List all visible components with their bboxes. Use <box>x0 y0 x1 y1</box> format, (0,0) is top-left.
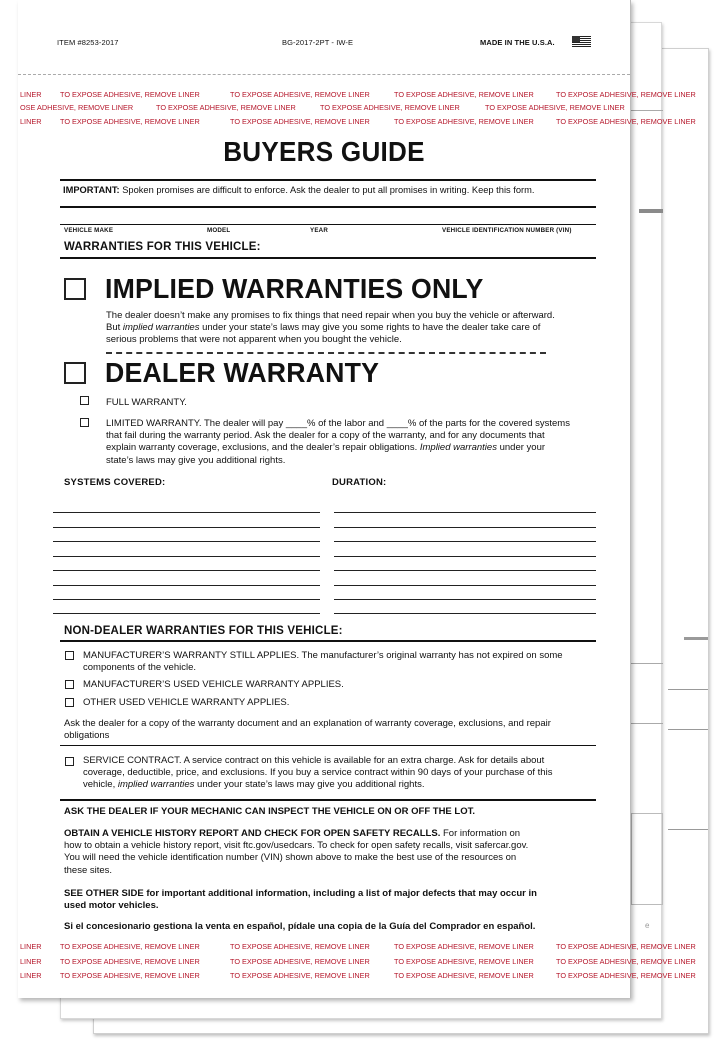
adhesive-text: TO EXPOSE ADHESIVE, REMOVE LINER <box>556 957 696 966</box>
adhesive-text: TO EXPOSE ADHESIVE, REMOVE LINER <box>156 103 296 112</box>
write-in-line[interactable] <box>334 527 596 528</box>
used-vehicle-warranty-label: MANUFACTURER’S USED VEHICLE WARRANTY APPLIES. <box>83 679 344 690</box>
dealer-warranty-checkbox[interactable] <box>64 362 86 384</box>
limited-warranty-checkbox[interactable] <box>80 418 89 427</box>
service-line: vehicle, implied warranties under your state’s laws may give you additional rights. <box>83 779 425 791</box>
limited-line: that fail during the warranty period. Ask the dealer for a copy of the warranty, and for any documents that <box>106 430 545 442</box>
model-label: MODEL <box>207 227 231 234</box>
non-dealer-heading: NON-DEALER WARRANTIES FOR THIS VEHICLE: <box>64 625 343 637</box>
dealer-warranty-title: DEALER WARRANTY <box>105 357 380 388</box>
adhesive-text: TO EXPOSE ADHESIVE, REMOVE LINER <box>556 117 696 126</box>
service-line: coverage, deductible, price, and exclusions. If you buy a service contract within 90 days of your purchase of this <box>83 767 553 779</box>
sheet-rule <box>668 729 708 730</box>
adhesive-text: TO EXPOSE ADHESIVE, REMOVE LINER <box>230 90 370 99</box>
sheet-mark: e <box>645 921 650 930</box>
write-in-line[interactable] <box>334 541 596 542</box>
adhesive-text: TO EXPOSE ADHESIVE, REMOVE LINER <box>60 117 200 126</box>
implied-warranties-text <box>106 310 555 347</box>
write-in-line[interactable] <box>53 541 320 542</box>
history-line: how to obtain a vehicle history report, visit ftc.gov/usedcars. To check for open safety recalls, visit safercar.gov. <box>64 840 529 852</box>
sheet-rule <box>668 829 708 830</box>
warranties-heading: WARRANTIES FOR THIS VEHICLE: <box>64 241 261 253</box>
adhesive-text: TO EXPOSE ADHESIVE, REMOVE LINER <box>230 942 370 951</box>
service-rule <box>60 745 596 746</box>
divider-dashed <box>106 352 546 354</box>
write-in-line[interactable] <box>53 556 320 557</box>
other-side-text <box>64 888 537 912</box>
full-warranty-checkbox[interactable] <box>80 396 89 405</box>
mfr-line: MANUFACTURER’S WARRANTY STILL APPLIES. The manufacturer’s original warranty has not expired on some <box>83 650 563 661</box>
buyers-guide-form <box>18 0 696 998</box>
adhesive-text: TO EXPOSE ADHESIVE, REMOVE LINER <box>60 90 200 99</box>
implied-line: serious problems that were not apparent when you bought the vehicle. <box>106 334 402 346</box>
adhesive-text: TO EXPOSE ADHESIVE, REMOVE LINER <box>230 117 370 126</box>
adhesive-row-2 <box>18 103 630 113</box>
important-rule <box>60 206 596 208</box>
adhesive-text: TO EXPOSE ADHESIVE, REMOVE LINER <box>60 971 200 980</box>
important-text: Spoken promises are difficult to enforce. Ask the dealer to put all promises in writing. Keep this form. <box>119 185 535 195</box>
systems-covered-label: SYSTEMS COVERED: <box>64 477 166 488</box>
spanish-notice: Si el concesionario gestiona la venta en español, pídale una copia de la Guía del Comprador en español. <box>64 921 536 932</box>
adhesive-text: TO EXPOSE ADHESIVE, REMOVE LINER <box>60 957 200 966</box>
adhesive-text: LINER <box>20 957 42 966</box>
limited-line: state’s laws may give you additional rights. <box>106 454 286 466</box>
write-in-line[interactable] <box>334 570 596 571</box>
write-in-line[interactable] <box>53 613 320 614</box>
item-number: ITEM #8253-2017 <box>57 38 119 47</box>
adhesive-text: LINER <box>20 117 42 126</box>
adhesive-text: TO EXPOSE ADHESIVE, REMOVE LINER <box>230 957 370 966</box>
adhesive-text: TO EXPOSE ADHESIVE, REMOVE LINER <box>394 957 534 966</box>
form-code: BG-2017-2PT - IW-E <box>282 38 354 47</box>
ask-line: obligations <box>64 730 110 742</box>
important-label: IMPORTANT: <box>63 185 120 195</box>
mechanic-notice: ASK THE DEALER IF YOUR MECHANIC CAN INSPECT THE VEHICLE ON OR OFF THE LOT. <box>64 806 475 817</box>
adhesive-row-5 <box>18 957 696 967</box>
title-rule <box>60 179 596 181</box>
adhesive-text: TO EXPOSE ADHESIVE, REMOVE LINER <box>230 971 370 980</box>
limited-line: LIMITED WARRANTY. The dealer will pay ____% of the labor and ____% of the parts for the covered systems <box>106 418 570 429</box>
service-contract-checkbox[interactable] <box>65 757 74 766</box>
sheet-rule <box>631 723 663 724</box>
other-side-line: used motor vehicles. <box>64 900 159 912</box>
adhesive-row-1 <box>18 90 696 100</box>
adhesive-text: TO EXPOSE ADHESIVE, REMOVE LINER <box>556 90 696 99</box>
other-warranty-checkbox[interactable] <box>65 698 74 707</box>
adhesive-row-3 <box>18 117 696 127</box>
sheet-box <box>631 813 663 905</box>
adhesive-row-6 <box>18 971 696 981</box>
mfr-line: components of the vehicle. <box>83 662 197 674</box>
us-flag-icon <box>572 36 591 48</box>
adhesive-text: TO EXPOSE ADHESIVE, REMOVE LINER <box>556 971 696 980</box>
adhesive-text: LINER <box>20 971 42 980</box>
vin-label: VEHICLE IDENTIFICATION NUMBER (VIN) <box>442 227 572 234</box>
perforation-top <box>18 74 630 75</box>
write-in-line[interactable] <box>53 599 320 600</box>
adhesive-text: TO EXPOSE ADHESIVE, REMOVE LINER <box>394 117 534 126</box>
history-report-text <box>64 828 528 877</box>
implied-warranties-title: IMPLIED WARRANTIES ONLY <box>105 273 484 304</box>
page-title: BUYERS GUIDE <box>223 136 425 167</box>
adhesive-text: OSE ADHESIVE, REMOVE LINER <box>20 103 134 112</box>
implied-line: But implied warranties under your state’s laws may give you some rights to have the dealer take care of <box>106 322 541 334</box>
adhesive-row-4 <box>18 942 696 952</box>
write-in-line[interactable] <box>53 527 320 528</box>
used-vehicle-warranty-checkbox[interactable] <box>65 680 74 689</box>
other-warranty-label: OTHER USED VEHICLE WARRANTY APPLIES. <box>83 697 290 708</box>
full-warranty-label: FULL WARRANTY. <box>106 397 187 408</box>
adhesive-text: LINER <box>20 942 42 951</box>
other-side-line: SEE OTHER SIDE for important additional information, including a list of major defects that may occur in <box>64 888 537 899</box>
year-label: YEAR <box>310 227 328 234</box>
sheet-rule <box>631 663 663 664</box>
important-note <box>63 184 534 196</box>
limited-line: explain warranty coverage, exclusions, and the dealer’s repair obligations. Implied warranties under your <box>106 442 546 454</box>
sheet-rule <box>631 110 663 111</box>
mechanic-rule <box>60 799 596 801</box>
adhesive-text: TO EXPOSE ADHESIVE, REMOVE LINER <box>320 103 460 112</box>
vehicle-make-label: VEHICLE MAKE <box>64 227 114 234</box>
adhesive-text: TO EXPOSE ADHESIVE, REMOVE LINER <box>394 90 534 99</box>
write-in-line[interactable] <box>53 512 320 513</box>
adhesive-text: TO EXPOSE ADHESIVE, REMOVE LINER <box>556 942 696 951</box>
non-dealer-rule <box>60 640 596 642</box>
sheet-marker <box>684 637 708 640</box>
adhesive-text: TO EXPOSE ADHESIVE, REMOVE LINER <box>394 942 534 951</box>
implied-line: The dealer doesn’t make any promises to fix things that need repair when you buy the vehicle or afterward. <box>106 310 555 321</box>
warranties-rule <box>60 257 596 259</box>
write-in-line[interactable] <box>53 570 320 571</box>
vehicle-line <box>60 224 596 225</box>
service-contract-text <box>83 755 552 792</box>
limited-warranty-text <box>106 418 570 467</box>
write-in-line[interactable] <box>334 512 596 513</box>
adhesive-text: LINER <box>20 90 42 99</box>
sheet-marker <box>639 209 663 213</box>
ask-dealer-text <box>64 718 551 742</box>
service-line: SERVICE CONTRACT. A service contract on this vehicle is available for an extra charge. Ask for details about <box>83 755 545 766</box>
adhesive-text: TO EXPOSE ADHESIVE, REMOVE LINER <box>394 971 534 980</box>
ask-line: Ask the dealer for a copy of the warranty document and an explanation of warranty coverage, exclusions, and repair <box>64 718 551 729</box>
write-in-line[interactable] <box>334 613 596 614</box>
history-line: You will need the vehicle identification number (VIN) shown above to make the best use of the resources on <box>64 852 517 864</box>
history-line: OBTAIN A VEHICLE HISTORY REPORT AND CHECK FOR OPEN SAFETY RECALLS. For information on <box>64 828 521 839</box>
write-in-line[interactable] <box>53 585 320 586</box>
adhesive-text: TO EXPOSE ADHESIVE, REMOVE LINER <box>60 942 200 951</box>
manufacturer-warranty-checkbox[interactable] <box>65 651 74 660</box>
manufacturer-warranty-text <box>83 650 563 674</box>
write-in-line[interactable] <box>334 556 596 557</box>
made-in-label: MADE IN THE U.S.A. <box>480 38 555 47</box>
write-in-line[interactable] <box>334 599 596 600</box>
history-line: these sites. <box>64 864 113 876</box>
sheet-rule <box>668 689 708 690</box>
duration-label: DURATION: <box>332 477 387 488</box>
write-in-line[interactable] <box>334 585 596 586</box>
adhesive-text: TO EXPOSE ADHESIVE, REMOVE LINER <box>485 103 625 112</box>
implied-warranties-checkbox[interactable] <box>64 278 86 300</box>
